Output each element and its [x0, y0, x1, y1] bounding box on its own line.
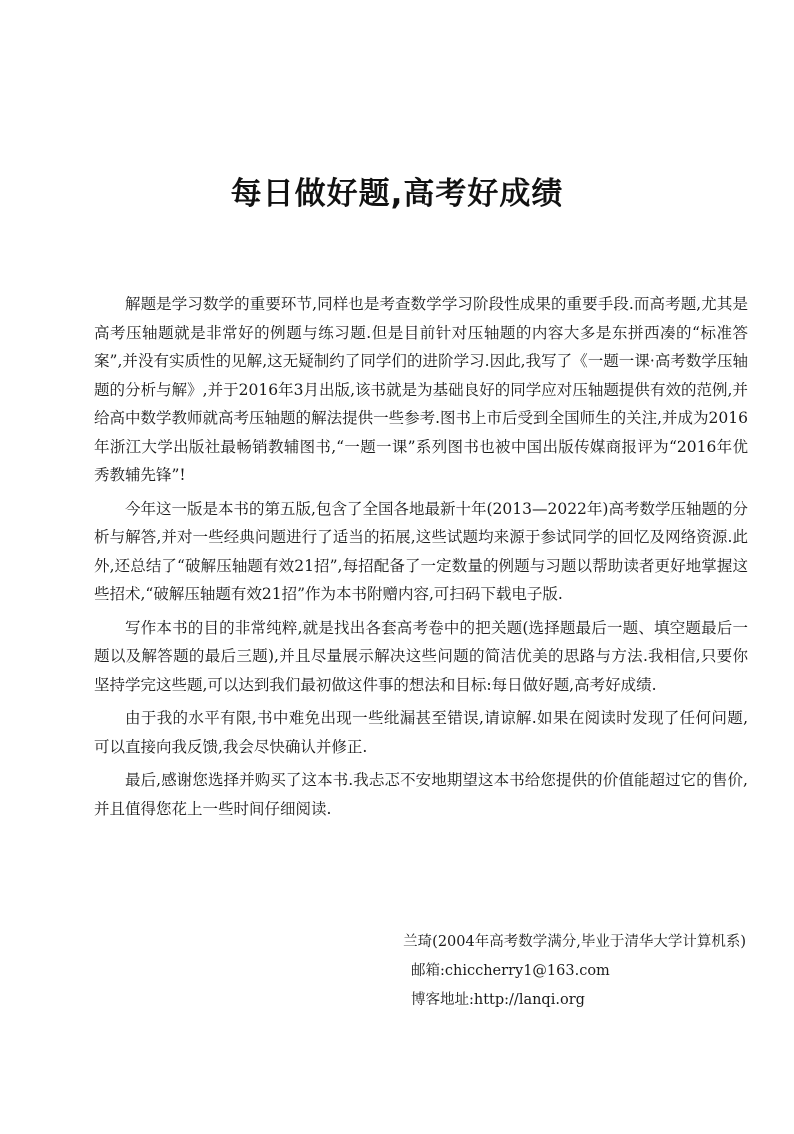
paragraph-5: 最后,感谢您选择并购买了这本书.我忐忑不安地期望这本书给您提供的价值能超过它的售价,并且值得您花上一些时间仔细阅读.: [94, 771, 748, 818]
email-line: 邮箱:chiccherry1@163.com: [411, 963, 610, 979]
preface-body: [94, 290, 748, 828]
paragraph-3: 写作本书的目的非常纯粹,就是找出各套高考卷中的把关题(选择题最后一题、填空题最后一题以及解答题的最后三题),并且尽量展示解决这些问题的简洁优美的思路与方法.我相信,只要你坚持学完这些题,可以达到我们最初做这件事的想法和目标:每日做好题,高考好成绩.: [94, 618, 748, 694]
blog-line: 博客地址:http://lanqi.org: [411, 992, 585, 1008]
author-signature: [326, 928, 746, 1015]
paragraph-1: 解题是学习数学的重要环节,同样也是考查数学学习阶段性成果的重要手段.而高考题,尤其是高考压轴题就是非常好的例题与练习题.但是目前针对压轴题的内容大多是东拼西凑的“标准答案”,并没有实质性的见解,这无疑制约了同学们的进阶学习.因此,我写了《一题一课·高考数学压轴题的分析与解》,并于2016年3月出版,该书就是为基础良好的同学应对压轴题提供有效的范例,并给高中数学教师就高考压轴题的解法提供一些参考.图书上市后受到全国师生的关注,并成为2016年浙江大学出版社最畅销教辅图书,“一题一课”系列图书也被中国出版传媒商报评为“2016年优秀教辅先锋”!: [94, 295, 748, 484]
page-title: 每日做好题,高考好成绩: [230, 176, 564, 212]
paragraph-2: 今年这一版是本书的第五版,包含了全国各地最新十年(2013—2022年)高考数学压轴题的分析与解答,并对一些经典问题进行了适当的拓展,这些试题均来源于参试同学的回忆及网络资源.此外,还总结了“破解压轴题有效21招”,每招配备了一定数量的例题与习题以帮助读者更好地掌握这些招术,“破解压轴题有效21招”作为本书附赠内容,可扫码下载电子版.: [94, 499, 748, 603]
paragraph-4: 由于我的水平有限,书中难免出现一些纰漏甚至错误,请谅解.如果在阅读时发现了任何问题,可以直接向我反馈,我会尽快确认并修正.: [94, 709, 748, 756]
author-line: 兰琦(2004年高考数学满分,毕业于清华大学计算机系): [403, 934, 746, 950]
